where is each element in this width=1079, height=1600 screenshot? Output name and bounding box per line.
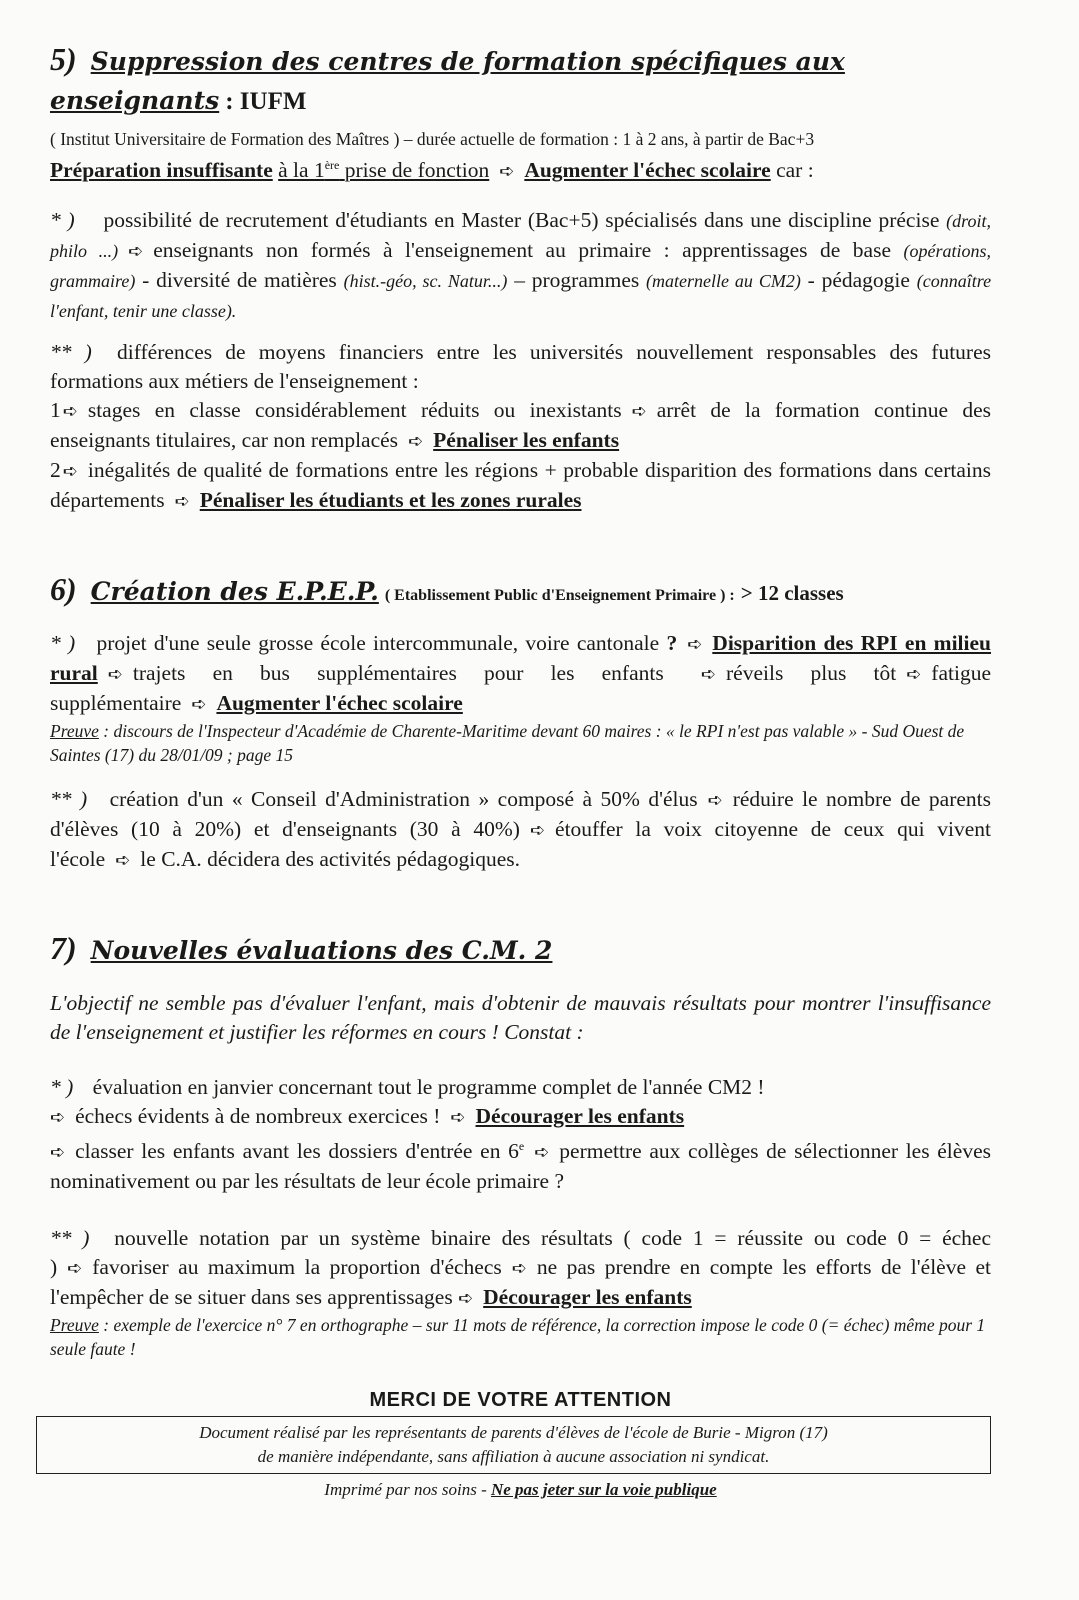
consequence: Augmenter l'échec scolaire <box>216 691 463 716</box>
consequence: Décourager les enfants <box>475 1104 685 1129</box>
point: ** ) nouvelle notation par un système binaire des résultats ( code 1 = réussite ou code 0 = échec ) ➪ favoriser au maximum la proportion d'échecs ➪ ne pas prendre en compte les efforts de l'élève et l'empêcher de se situer dans ses apprentissages ➪ Décourager les enfants <box>50 1226 992 1310</box>
arrow-icon: ➪ <box>700 664 716 686</box>
section-intro: L'objectif ne semble pas d'évaluer l'enfant, mais d'obtenir de mauvais résultats pour montrer l'insuffisance de l'enseignement et justifier les réformes en cours ! Constat : <box>50 991 991 1045</box>
preparation-line <box>50 151 991 186</box>
credits-box <box>36 1416 991 1474</box>
text: car : <box>776 158 814 183</box>
arrow-icon: ➪ <box>50 1142 66 1164</box>
section-6-heading <box>50 570 991 615</box>
section-7-heading <box>50 929 991 971</box>
point: ** ) création d'un « Conseil d'Administration » composé à 50% d'élus ➪ réduire le nombre de parents d'élèves (10 à 20%) et d'enseignants (30 à 40%) ➪ étouffer la voix citoyenne de ceux qui vivent l'école ➪ le C.A. décidera des activités pédagogiques. <box>50 787 991 872</box>
section-title-suffix: : IUFM <box>225 88 307 115</box>
arrow-icon: ➪ <box>408 431 424 453</box>
closing-thanks: MERCI DE VOTRE ATTENTION <box>369 1389 672 1412</box>
consequence: Augmenter l'échec scolaire <box>524 158 771 183</box>
proof-label: Preuve <box>50 1315 99 1336</box>
section-5-heading <box>50 40 991 121</box>
arrow-icon: ➪ <box>174 491 190 513</box>
section-title: Création des E.P.E.P. <box>90 577 379 607</box>
arrow-icon: ➪ <box>128 241 144 263</box>
point: 1 ➪ stages en classe considérablement réduits ou inexistants ➪ arrêt de la formation continue des enseignants titulaires, car non remplacés ➪ Pénaliser les enfants <box>50 398 991 453</box>
footer-warning: Ne pas jeter sur la voie publique <box>490 1480 717 1500</box>
footer-text: Imprimé par nos soins - <box>324 1480 487 1500</box>
consequence: Disparition des RPI en milieu rural <box>50 631 992 686</box>
point: 2 ➪ inégalités de qualité de formations entre les régions + probable disparition des formations dans certains départements ➪ Pénaliser les étudiants et les zones rurales <box>50 458 991 513</box>
section-title-paren: ( Etablissement Public d'Enseignement Primaire ) : <box>384 587 735 605</box>
bullet-marker: * ) <box>50 208 75 233</box>
proof-note: Preuve : exemple de l'exercice n° 7 en orthographe – sur 11 mots de référence, la correction impose le code 0 (= échec) même pour 1 seule faute ! <box>50 1315 986 1360</box>
arrow-icon: ➪ <box>115 850 131 872</box>
footer-note <box>50 1480 991 1500</box>
arrow-icon: ➪ <box>707 790 723 812</box>
proof-label: Preuve <box>50 721 99 742</box>
arrow-icon: ➪ <box>534 1142 550 1164</box>
credits-line: de manière indépendante, sans affiliation à aucune association ni syndicat. <box>257 1447 770 1467</box>
point: * ) projet d'une seule grosse école intercommunale, voire cantonale ? ➪ Disparition des RPI en milieu rural ➪ trajets en bus supplémentaires pour les enfants ➪ réveils plus tôt ➪ fatigue supplémentaire ➪ Augmenter l'échec scolaire <box>50 631 992 716</box>
point: * ) évaluation en janvier concernant tout le programme complet de l'année CM2 ! ➪ échecs évidents à de nombreux exercices ! ➪ Décourager les enfants ➪ classer les enfants avant les dossiers d'entrée en 6e ➪ permettre aux collèges de sélectionner les élèves nominativement ou par les résultats de leur école primaire ? <box>50 1075 991 1194</box>
section-number: 6) <box>50 571 77 608</box>
arrow-icon: ➪ <box>499 161 515 183</box>
arrow-icon: ➪ <box>191 694 207 716</box>
arrow-icon: ➪ <box>107 664 123 686</box>
arrow-icon: ➪ <box>450 1107 466 1129</box>
bullet-marker: ** ) <box>50 1226 90 1251</box>
arrow-icon: ➪ <box>511 1258 527 1280</box>
bullet-marker: * ) <box>50 631 76 656</box>
arrow-icon: ➪ <box>458 1288 474 1310</box>
point: * ) possibilité de recrutement d'étudiants en Master (Bac+5) spécialisés dans une discipline précise (droit, philo ...) ➪ enseignants non formés à l'enseignement au primaire : apprentissages de base (opérations, grammaire) - diversité de matières (hist.-géo, sc. Natur...) – programmes (maternelle au CM2) - pédagogie (connaître l'enfant, tenir une classe). <box>50 208 992 322</box>
section-7 <box>50 929 991 1361</box>
consequence: Pénaliser les étudiants et les zones rurales <box>199 488 582 513</box>
arrow-icon: ➪ <box>50 1107 66 1129</box>
arrow-icon: ➪ <box>631 401 647 423</box>
arrow-icon: ➪ <box>62 461 78 483</box>
arrow-icon: ➪ <box>687 634 703 656</box>
bullet-marker: ** ) <box>50 340 92 365</box>
point: ** ) différences de moyens financiers entre les universités nouvellement responsables des futures formations aux métiers de l'enseignement : <box>50 340 991 394</box>
consequence: Pénaliser les enfants <box>433 428 620 453</box>
emphasis: Préparation insuffisante <box>50 158 273 183</box>
item-number: 1 <box>50 398 61 423</box>
section-title: Nouvelles évaluations des C.M. 2 <box>90 936 553 966</box>
section-title: Suppression des centres de formation spécifiques aux enseignants <box>50 47 845 115</box>
bullet-marker: ** ) <box>50 787 88 812</box>
section-title-suffix: > 12 classes <box>740 581 844 606</box>
bullet-marker: * ) <box>50 1075 74 1100</box>
proof-note: Preuve : discours de l'Inspecteur d'Académie de Charente-Maritime devant 60 maires : « le RPI n'est pas valable » - Sud Ouest de Saintes (17) du 28/01/09 ; page 15 <box>50 721 965 766</box>
arrow-icon: ➪ <box>67 1258 83 1280</box>
section-number: 7) <box>50 930 77 967</box>
credits-line: Document réalisé par les représentants de parents d'élèves de l'école de Burie - Migron (17) <box>199 1423 828 1443</box>
section-5 <box>50 40 991 516</box>
underlined-text: à la 1ère prise de fonction <box>278 158 490 183</box>
item-number: 2 <box>50 458 61 483</box>
section-subtitle: ( Institut Universitaire de Formation des Maîtres ) – durée actuelle de formation : 1 à 2 ans, à partir de Bac+3 <box>50 129 815 149</box>
arrow-icon: ➪ <box>62 401 78 423</box>
consequence: Décourager les enfants <box>483 1285 692 1310</box>
arrow-icon: ➪ <box>906 664 922 686</box>
section-6 <box>50 570 991 875</box>
arrow-icon: ➪ <box>529 820 546 842</box>
section-number: 5) <box>50 41 77 77</box>
